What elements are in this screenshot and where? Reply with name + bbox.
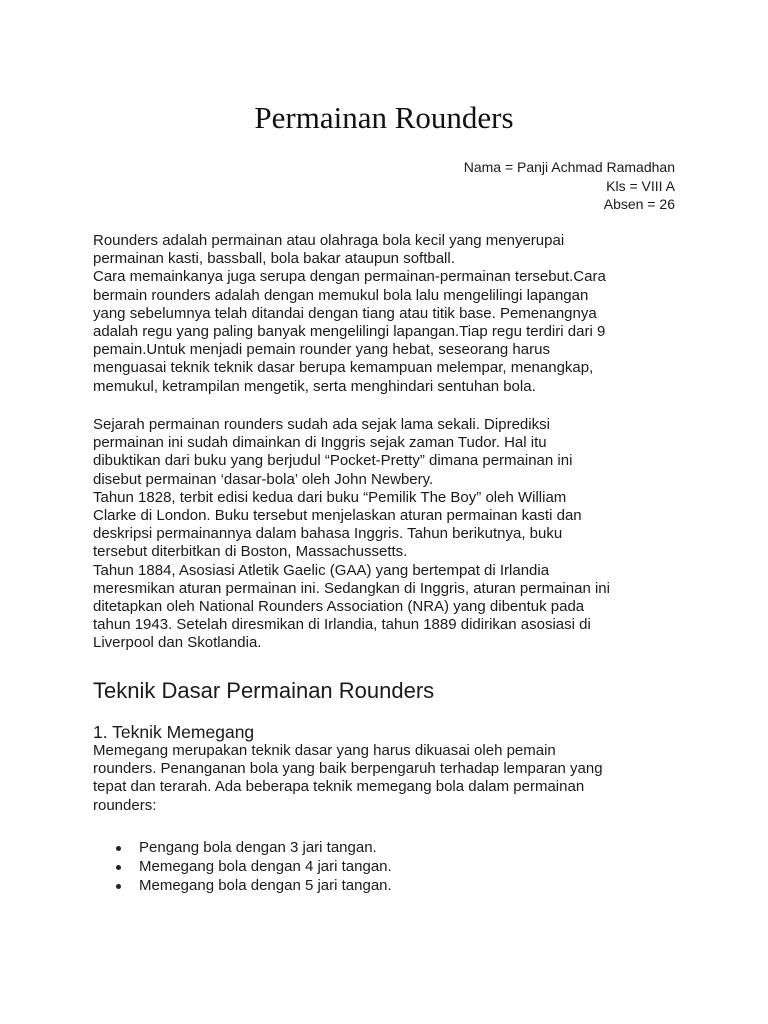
text-line: menguasai teknik teknik dasar berupa kemampuan melempar, menangkap, (93, 359, 594, 377)
text-line: Liverpool dan Skotlandia. (93, 634, 262, 652)
text-line: bermain rounders adalah dengan memukul bola lalu mengelilingi lapangan (93, 286, 589, 304)
subheading-teknik-memegang: 1. Teknik Memegang (93, 722, 255, 742)
student-name: Nama = Panji Achmad Ramadhan (463, 159, 675, 175)
text-line: Tahun 1884, Asosiasi Atletik Gaelic (GAA) yang bertempat di Irlandia (93, 561, 550, 579)
bullet-item (93, 838, 392, 857)
bullet-dot-icon (116, 846, 121, 851)
text-line: permainan kasti, bassball, bola bakar ataupun softball. (93, 250, 455, 268)
text-line: dibuktikan dari buku yang berjudul “Pocket-Pretty” dimana permainan ini (93, 452, 573, 470)
document-title: Permainan Rounders (254, 100, 514, 135)
bullet-text: Memegang bola dengan 4 jari tangan. (139, 858, 392, 875)
text-line: yang sebelumnya telah ditandai dengan tiang atau titik base. Pemenangnya (93, 304, 597, 322)
paragraph-memegang (93, 742, 693, 815)
text-line: ditetapkan oleh National Rounders Association (NRA) yang dibentuk pada (93, 598, 585, 616)
text-line: Tahun 1828, terbit edisi kedua dari buku “Pemilik The Boy” oleh William (93, 488, 567, 506)
paragraph-history (93, 416, 693, 653)
text-line: adalah regu yang paling banyak mengelilingi lapangan.Tiap regu terdiri dari 9 (93, 323, 606, 341)
paragraph-intro (93, 232, 693, 396)
bullet-dot-icon (116, 865, 121, 870)
student-class: Kls = VIII A (606, 177, 675, 194)
text-line: permainan ini sudah dimainkan di Inggris sejak zaman Tudor. Hal itu (93, 434, 547, 452)
section-heading-teknik-dasar: Teknik Dasar Permainan Rounders (93, 678, 435, 703)
text-line: pemain.Untuk menjadi pemain rounder yang hebat, seseorang harus (93, 341, 550, 359)
text-line: Memegang merupakan teknik dasar yang harus dikuasai oleh pemain (93, 742, 556, 759)
text-line: Rounders adalah permainan atau olahraga bola kecil yang menyerupai (93, 232, 565, 249)
student-info (464, 158, 675, 214)
student-absen: Absen = 26 (603, 196, 675, 212)
text-line: disebut permainan ‘dasar-bola’ oleh John Newbery. (93, 470, 434, 488)
text-line: tepat dan terarah. Ada beberapa teknik memegang bola dalam permainan (93, 778, 585, 796)
text-line: Cara memainkanya juga serupa dengan permainan-permainan tersebut.Cara (93, 268, 606, 286)
bullet-dot-icon (116, 884, 121, 889)
text-line: deskripsi permainannya dalam bahasa Inggris. Tahun berikutnya, buku (93, 525, 563, 543)
text-line: Clarke di London. Buku tersebut menjelaskan aturan permainan kasti dan (93, 507, 582, 525)
bullet-text: Pengang bola dengan 3 jari tangan. (139, 839, 377, 856)
text-line: rounders: (93, 796, 157, 814)
bullet-list-memegang (93, 838, 392, 895)
text-line: memukul, ketrampilan mengetik, serta menghindari sentuhan bola. (93, 377, 536, 395)
text-line: meresmikan aturan permainan ini. Sedangkan di Inggris, aturan permainan ini (93, 579, 610, 597)
text-line: rounders. Penanganan bola yang baik berpengaruh terhadap lemparan yang (93, 760, 603, 778)
bullet-item (93, 857, 392, 876)
text-line: tersebut diterbitkan di Boston, Massachussetts. (93, 543, 408, 561)
bullet-item (93, 876, 392, 895)
bullet-text: Memegang bola dengan 5 jari tangan. (139, 877, 392, 894)
text-line: tahun 1943. Setelah diresmikan di Irlandia, tahun 1889 didirikan asosiasi di (93, 616, 591, 634)
text-line: Sejarah permainan rounders sudah ada sejak lama sekali. Diprediksi (93, 416, 550, 433)
